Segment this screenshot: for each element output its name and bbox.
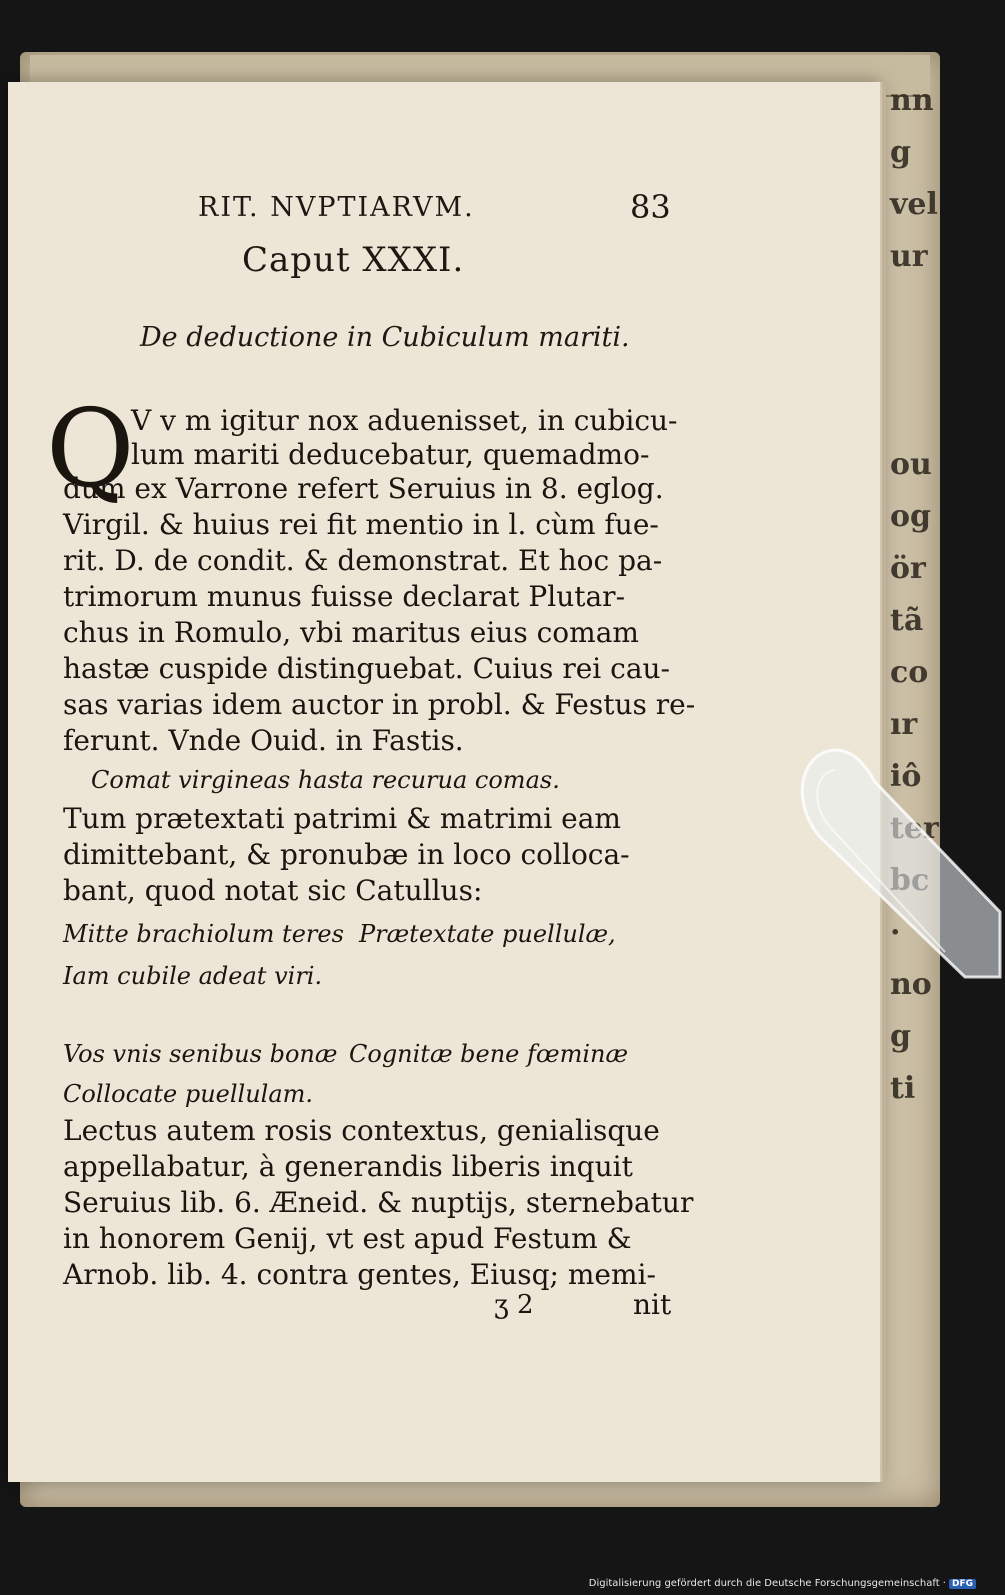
body-line: Arnob. lib. 4. contra gentes, Eiusq; memi- — [63, 1258, 656, 1291]
body-line: Lectus autem rosis contextus, genialisque — [63, 1114, 660, 1147]
bleed-glyph: og — [890, 499, 931, 534]
verse-line: Mitte brachiolum teres — [63, 920, 344, 948]
body-line: lum mariti deducebatur, quemadmo- — [131, 438, 650, 471]
body-line: rit. D. de condit. & demonstrat. Et hoc pa- — [63, 544, 663, 577]
bleed-glyph: ur — [890, 239, 928, 274]
bleed-glyph: vel — [890, 187, 938, 222]
bleed-glyph: g — [890, 135, 911, 170]
verse-line: Vos vnis senibus bonæ — [63, 1040, 338, 1068]
body-line: ferunt. Vnde Ouid. in Fastis. — [63, 724, 464, 757]
footer-text: Digitalisierung gefördert durch die Deutsche Forschungsgemeinschaft · — [588, 1578, 946, 1589]
book-page — [8, 82, 880, 1482]
chapter-heading: Caput XXXI. — [242, 240, 465, 280]
body-line: in honorem Genij, vt est apud Festum & — [63, 1222, 632, 1255]
bleed-glyph: ör — [890, 551, 926, 586]
footer-credit — [589, 1578, 976, 1589]
body-line: Virgil. & huius rei fit mentio in l. cùm fue- — [63, 508, 659, 541]
bleed-glyph — [890, 387, 935, 439]
page-number: 83 — [630, 188, 671, 226]
bleed-glyph: nn — [890, 83, 934, 118]
body-line: bant, quod notat sic Catullus: — [63, 874, 483, 907]
body-line: dimittebant, & pronubæ in loco colloca- — [63, 838, 630, 871]
bleed-glyph: co — [890, 655, 929, 690]
body-line: Seruius lib. 6. Æneid. & nuptijs, sternebatur — [63, 1186, 694, 1219]
quotation-line: Comat virgineas hasta recurua comas. — [91, 766, 560, 794]
verse-line: Iam cubile adeat viri. — [63, 962, 323, 990]
body-line: appellabatur, à generandis liberis inquit — [63, 1150, 633, 1183]
bleed-glyph: · — [890, 915, 901, 950]
bleed-glyph — [890, 283, 935, 335]
bleed-glyph — [890, 335, 935, 387]
body-line: chus in Romulo, vbi maritus eius comam — [63, 616, 639, 649]
page-clip-icon — [795, 742, 1005, 982]
verse-line: Cognitæ bene fœminæ — [349, 1040, 629, 1068]
body-line: hastæ cuspide distinguebat. Cuius rei cau- — [63, 652, 671, 685]
chapter-subtitle: De deductione in Cubiculum mariti. — [140, 322, 630, 353]
bleed-glyph: g — [890, 1019, 911, 1054]
bleed-glyph: ır — [890, 707, 918, 742]
bleed-glyph: iô — [890, 759, 922, 794]
body-line: V v m igitur nox aduenisset, in cubicu- — [131, 404, 678, 437]
catchword: nit — [633, 1288, 672, 1321]
body-line: Tum prætextati patrimi & matrimi eam — [63, 802, 621, 835]
bleed-glyph: tã — [890, 603, 924, 638]
dfg-logo-icon: DFG — [949, 1579, 976, 1589]
verse-line: Prætextate puellulæ, — [359, 920, 616, 948]
running-head: RIT. NVPTIARVM. — [198, 192, 475, 223]
verse-line: Collocate puellulam. — [63, 1080, 314, 1108]
bleed-glyph: no — [890, 967, 932, 1002]
body-line: trimorum munus fuisse declarat Plutar- — [63, 580, 626, 613]
drop-capital: Q — [46, 387, 135, 512]
signature-mark: ʒ 2 — [494, 1290, 534, 1320]
bleed-glyph: ou — [890, 447, 932, 482]
body-line: sas varias idem auctor in probl. & Festus re- — [63, 688, 696, 721]
bleed-glyph: ti — [890, 1071, 916, 1106]
body-line: dum ex Varrone refert Seruius in 8. eglog. — [63, 472, 664, 505]
